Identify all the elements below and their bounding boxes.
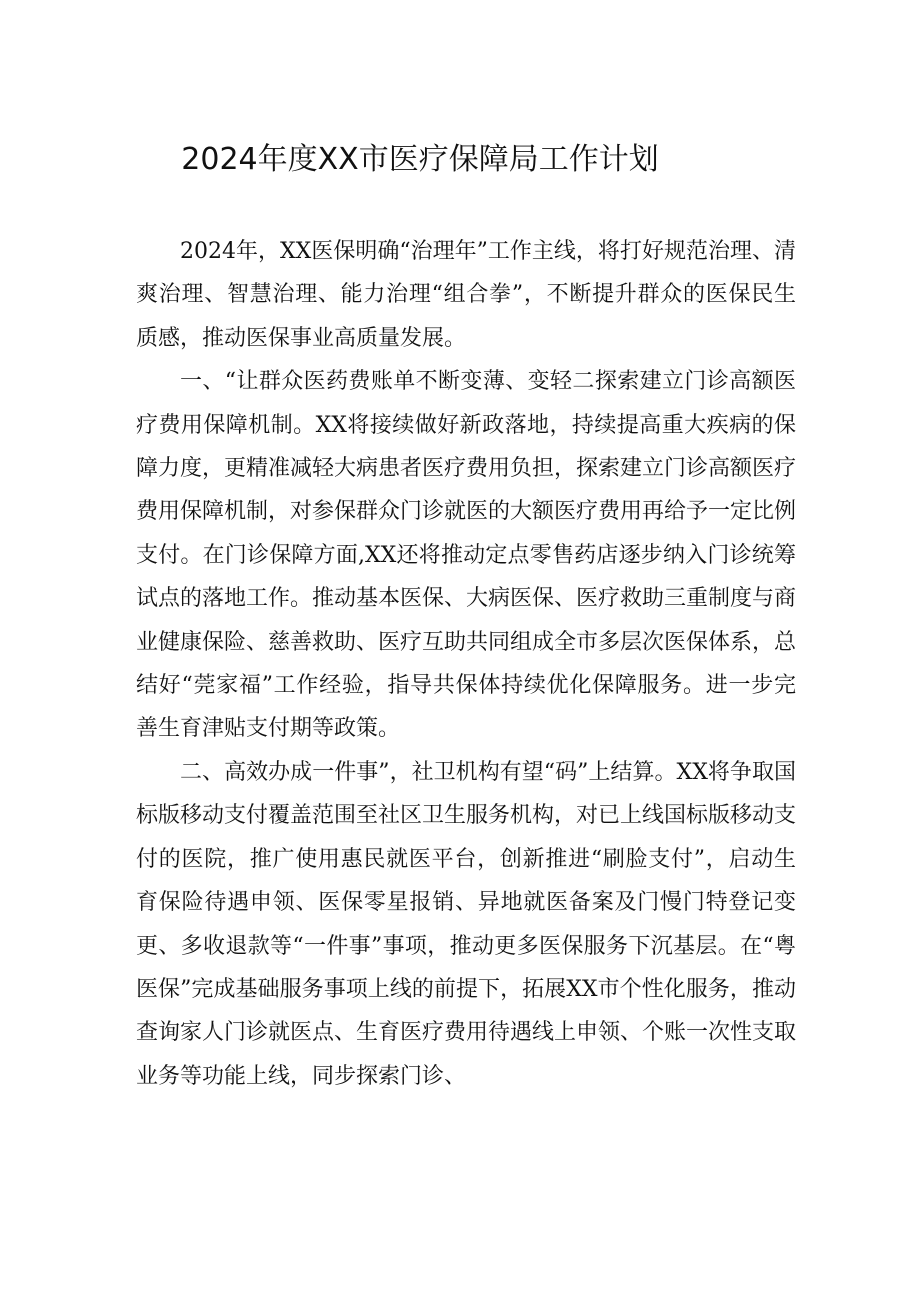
paragraph-section-two: 二、高效办成一件事”，社卫机构有望“码”上结算。XX将争取国标版移动支付覆盖范围至社区卫生服务机构，对已上线国标版移动支付的医院，推广使用惠民就医平台，创新推进“刷脸支付”，启动生育保险待遇申领、医保零星报销、异地就医备案及门慢门特登记变更、多收退款等“一件事”事项，推动更多医保服务下沉基层。在“粤医保”完成基础服务事项上线的前提下，拓展XX市个性化服务，推动查询家人门诊就医点、生育医疗费用待遇线上申领、个账一次性支取业务等功能上线，同步探索门诊、	[136, 759, 797, 1089]
document-body	[136, 230, 796, 1098]
paragraph-section-one: 一、“让群众医药费账单不断变薄、变轻二探索建立门诊高额医疗费用保障机制。XX将接续做好新政落地，持续提高重大疾病的保障力度，更精准减轻大病患者医疗费用负担，探索建立门诊高额医疗费用保障机制，对参保群众门诊就医的大额医疗费用再给予一定比例支付。在门诊保障方面,XX还将推动定点零售药店逐步纳入门诊统筹试点的落地工作。推动基本医保、大病医保、医疗救助三重制度与商业健康保险、慈善救助、医疗互助共同组成全市多层次医保体系，总结好“莞家福”工作经验，指导共保体持续优化保障服务。进一步完善生育津贴支付期等政策。	[136, 369, 797, 742]
document-title: 2024年度XX市医疗保障局工作计划	[181, 142, 659, 177]
paragraph-intro: 2024年，XX医保明确“治理年”工作主线，将打好规范治理、清爽治理、智慧治理、能力治理“组合拳”，不断提升群众的医保民生质感，推动医保事业高质量发展。	[136, 239, 796, 351]
